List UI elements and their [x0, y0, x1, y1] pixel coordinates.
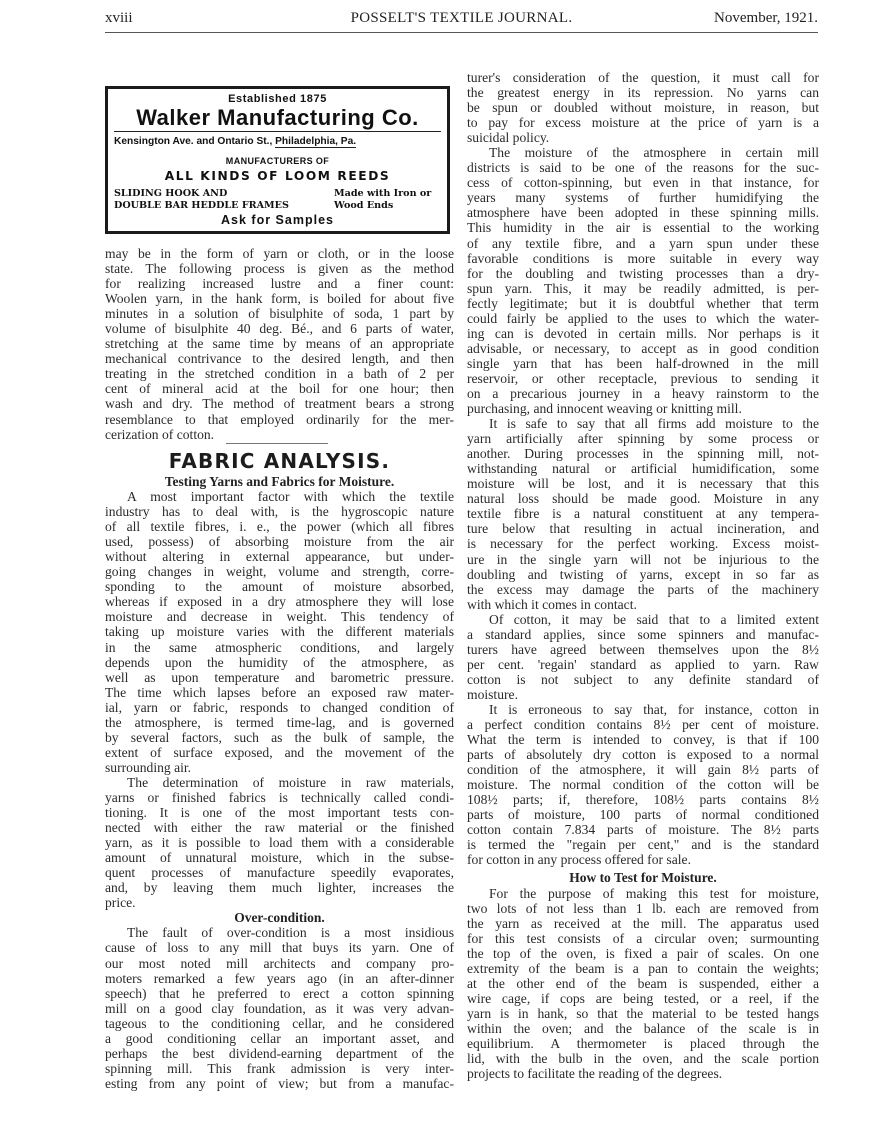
paragraph-line: parts of absolutely dry cotton is exposed to a normal	[467, 747, 819, 763]
paragraph-line: industry has to deal with, is the hygroscopic nature	[105, 504, 454, 520]
paragraph-line: mill on a good clay foundation, as it was very advan-	[105, 1000, 454, 1016]
paragraph-line: suicidal policy.	[467, 130, 550, 146]
paragraph-line: tageous to the conditioning cellar, and he considered	[105, 1015, 454, 1031]
paragraph-line: quent processes of manufacture speedily evaporates,	[105, 865, 454, 881]
paragraph-line: 108½ parts; if, therefore, 108½ parts contains 8½	[467, 792, 819, 808]
paragraph-line: advisable, or necessary, to accept as in good condition	[467, 340, 819, 356]
paragraph-line: mechanical contrivance to the desired length, and then	[105, 351, 454, 367]
paragraph-line: districts is said to be one of the reasons for the suc-	[467, 160, 819, 176]
section-title: FABRIC ANALYSIS.	[168, 449, 391, 473]
paragraph-line: going changes in weight, volume and strength, corre-	[105, 564, 454, 580]
paragraph-line: turers have agreed between themselves upon the 8½	[467, 641, 819, 657]
left-column-intro	[105, 246, 454, 442]
paragraph-line: cotton contain 7.834 parts of moisture. The 8½ parts	[467, 822, 819, 838]
paragraph-line: ure in the single yarn will not be injurious to the	[467, 551, 819, 567]
paragraph-line: yarns or finished fabrics is technically called condi-	[105, 789, 454, 805]
ad-call-to-action: Ask for Samples	[221, 213, 334, 227]
issue-date: November, 1921.	[714, 10, 818, 26]
paragraph-line: moisture will be lost, and it is necessary that this	[467, 476, 819, 492]
paragraph-line: wire cage, if cops are being tested, or a reel, if the	[467, 990, 819, 1006]
paragraph-line: ture below that resulting in actual incineration, and	[467, 521, 819, 537]
paragraph-line: yarn, as it is possible to load them with a considerable	[105, 835, 454, 851]
paragraph-line: extremity of the beam is a pan to contain the weights;	[467, 960, 819, 976]
paragraph-line: by several factors, such as the bulk of sample, the	[105, 729, 454, 745]
left-column-body	[105, 474, 454, 1091]
paragraph-line: equilibrium. A thermometer is placed through the	[467, 1036, 819, 1051]
paragraph-line: minutes in a solution of bisulphite of soda, 1 part by	[105, 306, 454, 322]
paragraph-line: textile fibre is a natural constituent at any tempera-	[467, 506, 819, 522]
paragraph-line: A most important factor with which the textile	[127, 489, 454, 505]
section-divider	[226, 443, 328, 444]
paragraph-line: at the other end of the beam is suspended, either a	[467, 975, 819, 991]
paragraph-line: purchasing, and innocent weaving or knitting mill.	[467, 401, 742, 417]
paragraph-line: is necessary for the perfect working. Excess moist-	[467, 536, 819, 552]
paragraph-line: per cent. 'regain' standard as applied to yarn. Raw	[467, 656, 819, 672]
paragraph-line: condition of the atmosphere, it will gain 8½ parts of	[467, 762, 819, 778]
paragraph-line: without altering in external appearance, but under-	[105, 549, 454, 565]
paragraph-line: a good conditioning cellar an important asset, and	[105, 1030, 454, 1046]
paragraph-line: moisture. The normal condition of the cotton will be	[467, 777, 819, 793]
paragraph-line: in the same atmospheric conditions, and largely	[105, 639, 454, 655]
paragraph-line: spinning mill. This frank admission is very inter-	[105, 1060, 454, 1076]
paragraph-line: speech) that he preferred to erect a cotton spinning	[105, 985, 454, 1001]
paragraph-line: moisture and decrease in weight. This tendency of	[105, 609, 454, 625]
paragraph-line: two lots of not less than 1 lb. each are removed from	[467, 900, 819, 916]
paragraph-line: cerization of cotton.	[105, 426, 215, 442]
paragraph-line: depends upon the humidity of the atmosphere, as	[105, 654, 454, 670]
paragraph-line: For the purpose of making this test for moisture,	[489, 885, 819, 901]
paragraph-line: natural loss should be made good. Moisture in any	[467, 491, 819, 507]
paragraph-line: turer's consideration of the question, it must call for	[467, 70, 819, 85]
ad-left-line: DOUBLE BAR HEDDLE FRAMES	[114, 199, 289, 211]
paragraph-line: price.	[105, 895, 136, 911]
paragraph-line: taking up moisture varies with the different materials	[105, 624, 454, 640]
paragraph-line: doubling and twisting of yarns, except in so far as	[467, 566, 819, 582]
paragraph-line: projects to facilitate the reading of the degrees.	[467, 1066, 723, 1082]
paragraph-line: a standard applies, since some spinners and manufac-	[467, 626, 819, 642]
header-rule	[105, 32, 818, 33]
paragraph-line: and, by leaving them much lighter, increases the	[105, 880, 454, 896]
ad-manufacturers-of: MANUFACTURERS OF	[225, 156, 330, 166]
paragraph-line: within the oven; and the balance of the scale is in	[467, 1020, 819, 1036]
paragraph-line: to pay for excess moisture at the price of yarn is a	[467, 115, 819, 131]
section-subtitle: Testing Yarns and Fabrics for Moisture.	[164, 474, 395, 489]
paragraph-line: another. During processes in the spinning mill, not-	[467, 446, 819, 462]
ad-product: ALL KINDS OF LOOM REEDS	[164, 169, 391, 183]
paragraph-line: ial, yarn or fabric, responds to changed condition of	[105, 699, 454, 715]
paragraph-line: tioning. It is one of the most important tests con-	[105, 805, 454, 821]
paragraph-line: for cotton in any process offered for sale.	[467, 852, 691, 868]
paragraph-line: yarn artificially after spinning by some process or	[467, 431, 819, 447]
paragraph-line: for the doubling and twisting processes than a dry-	[467, 265, 819, 281]
paragraph-line: for realizing increased lustre and a finer count:	[105, 276, 454, 292]
paragraph-line: stretching at the same time by means of an appropriate	[105, 336, 454, 352]
running-header	[105, 10, 818, 32]
paragraph-line: What the term is intended to convey, is that if 100	[467, 732, 819, 748]
paragraph-line: yarn is in hank, so that the material to be tested hangs	[467, 1005, 819, 1021]
paragraph-line: could fairly be applied to the uses to which the water-	[467, 310, 819, 326]
paragraph-line: ing can is devoted in certain mills. Nor perhaps is it	[467, 325, 819, 341]
paragraph-line: treating in the stretched condition in a bath of 2 per	[105, 366, 454, 382]
paragraph-line: a perfect condition contains 8½ per cent of moisture.	[467, 717, 819, 733]
paragraph-line: moters remarked a few years ago (in an after-dinner	[105, 970, 454, 986]
paragraph-line: volume of bisulphite 40 deg. Bé., and 6 parts of water,	[105, 321, 454, 337]
page-number: xviii	[105, 10, 133, 26]
paragraph-line: of any textile fibre, and a yarn spun under these	[467, 235, 819, 251]
paragraph-line: perhaps the best dividend-earning department of the	[105, 1045, 454, 1061]
paragraph-line: atmosphere have been adopted in these spinning mills.	[467, 205, 819, 221]
right-column-body	[467, 70, 819, 1081]
ad-right-line: Made with Iron or	[334, 188, 432, 199]
paragraph-line: sponding to the amount of moisture absorbed,	[105, 579, 454, 595]
paragraph-line: cess of cotton-spinning, but even in that instance, for	[467, 175, 819, 191]
paragraph-line: lid, with the bulb in the oven, and the scale portion	[467, 1051, 819, 1067]
paragraph-line: The moisture of the atmosphere in certain mill	[489, 145, 819, 161]
paragraph-line: state. The following process is given as the method	[105, 261, 454, 277]
ad-address-city: Philadelphia, Pa.	[275, 136, 357, 147]
paragraph-line: spun yarn. This, it may be readily admitted, is per-	[467, 280, 819, 296]
paragraph-line: the excess may damage the parts of the machinery	[467, 581, 819, 597]
journal-title: POSSELT'S TEXTILE JOURNAL.	[350, 10, 573, 26]
ad-left-lines	[114, 188, 289, 211]
advertisement-box	[105, 86, 450, 234]
paragraph-line: moisture.	[467, 686, 518, 702]
ad-right-line: Wood Ends	[334, 199, 394, 211]
paragraph-line: amount of unnatural moisture, which in the subse-	[105, 850, 454, 866]
paragraph-line: wash and dry. The method of treatment bears a strong	[105, 396, 454, 412]
paragraph-line: cause of loss to any mill that buys its yarn. One of	[105, 940, 454, 956]
paragraph-line: of all textile fibres, i. e., the power (which all fibres	[105, 519, 454, 535]
paragraph-line: It is safe to say that all firms add moisture to the	[489, 416, 819, 432]
paragraph-line: nected with either the raw material or the finished	[105, 820, 454, 836]
paragraph-line: fectly legitimate; but it is doubtful whether that term	[467, 295, 819, 311]
paragraph-line: extent of surface exposed, and the movement of the	[105, 744, 454, 760]
paragraph-line: is termed the "regain per cent," and is the standard	[467, 837, 819, 853]
paragraph-line: the atmosphere, is termed time-lag, and is governed	[105, 714, 454, 730]
paragraph-line: whereas if exposed in a dry atmosphere they will lose	[105, 594, 454, 610]
paragraph-line: withstanding natural or artificial humidification, some	[467, 461, 819, 477]
paragraph-line: the yarn as received at the mill. The apparatus used	[467, 915, 819, 931]
paragraph-line: The fault of over-condition is a most insidious	[127, 925, 454, 941]
paragraph-line: years many systems of further humidifying the	[467, 190, 819, 206]
ad-left-line: SLIDING HOOK AND	[114, 188, 228, 199]
paragraph-line: The determination of moisture in raw materials,	[127, 774, 454, 790]
paragraph-line: for this test consists of a circular oven; surmounting	[467, 930, 819, 946]
paragraph-line: well as upon temperature and barometric pressure.	[105, 669, 454, 685]
paragraph-line: the greatest energy in its repression. No yarns can	[467, 85, 819, 101]
paragraph-line: esting from any point of view; but from a manufac-	[105, 1075, 454, 1091]
ad-established: Established 1875	[228, 93, 327, 105]
subheading-how-to-test: How to Test for Moisture.	[569, 870, 717, 886]
paragraph-line: used, possess) of absorbing moisture from the air	[105, 534, 454, 550]
paragraph-line: on a precarious journey in a heavy rainstorm to the	[467, 385, 819, 401]
paragraph-line: The time which lapses before an exposed raw mater-	[105, 684, 454, 700]
paragraph-line: with which it comes in contact.	[467, 596, 637, 612]
paragraph-line: cotton is not subject to any definite standard of	[467, 671, 819, 687]
paragraph-line: single yarn that has been half-drowned in the mill	[467, 355, 819, 371]
paragraph-line: reservoir, or other receptacle, previous to sending it	[467, 370, 819, 386]
paragraph-line: may be in the form of yarn or cloth, or in the loose	[105, 246, 454, 261]
paragraph-line: favorable conditions is more suitable in every way	[467, 250, 819, 266]
paragraph-line: the top of the oven, is fixed a pair of scales. On one	[467, 945, 819, 961]
paragraph-line: our most noted mill architects and company pro-	[105, 955, 454, 971]
subheading-over-condition: Over-condition.	[234, 910, 325, 926]
ad-address-street: Kensington Ave. and Ontario St.,	[114, 136, 273, 147]
paragraph-line: be spun or doubled without moisture, in reason, but	[467, 100, 819, 116]
ad-right-lines	[334, 188, 431, 211]
ad-address	[114, 136, 441, 147]
paragraph-line: parts of moisture, 100 parts of normal conditioned	[467, 807, 819, 823]
ad-company-name: Walker Manufacturing Co.	[114, 105, 441, 132]
paragraph-line: Of cotton, it may be said that to a limited extent	[489, 611, 819, 627]
paragraph-line: Woolen yarn, in the hank form, is boiled for about five	[105, 291, 454, 307]
paragraph-line: cent of mineral acid at the boil for one hour; then	[105, 381, 454, 397]
paragraph-line: surrounding air.	[105, 759, 192, 775]
paragraph-line: resemblance to that employed ordinarily for the mer-	[105, 411, 454, 427]
paragraph-line: It is erroneous to say that, for instance, cotton in	[489, 701, 819, 717]
paragraph-line: This humidity in the air is essential to the working	[467, 220, 819, 236]
